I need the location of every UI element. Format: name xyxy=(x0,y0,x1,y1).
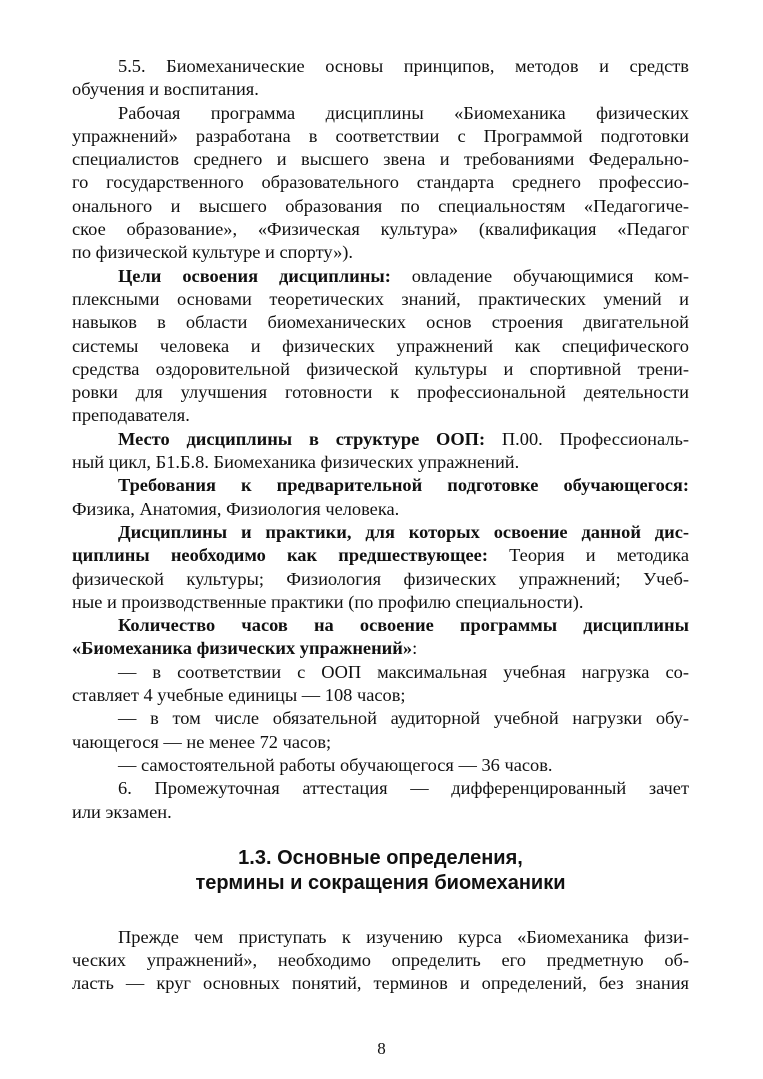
body-text-after-heading xyxy=(72,926,689,996)
text-line xyxy=(72,381,689,404)
text-segment: плексными основами теоретических знаний, практических умений и xyxy=(72,288,689,309)
text-segment: — самостоятельной работы обучающегося — 36 часов. xyxy=(118,754,553,775)
text-segment: ласть — круг основных понятий, терминов и определений, без знания xyxy=(72,973,689,994)
text-line xyxy=(72,218,689,241)
text-line xyxy=(72,78,689,101)
text-line xyxy=(72,451,689,474)
text-segment: чающегося — не менее 72 часов; xyxy=(72,731,332,752)
text-segment: овладение обучающимися ком- xyxy=(390,265,689,286)
text-line xyxy=(72,801,689,824)
text-line xyxy=(72,661,689,684)
text-segment: П.00. Профессиональ- xyxy=(485,428,689,449)
text-line xyxy=(72,707,689,730)
text-segment: ный цикл, Б1.Б.8. Биомеханика физических упражнений. xyxy=(72,452,520,473)
text-segment: специалистов среднего и высшего звена и требованиями Федерально- xyxy=(72,149,689,170)
text-segment: ные и производственные практики (по профилю специальности). xyxy=(72,591,584,612)
text-segment: го государственного образовательного стандарта среднего профессио- xyxy=(72,172,689,193)
text-segment: упражнений» разработана в соответствии с Программой подготовки xyxy=(72,125,689,146)
text-segment: — в соответствии с ООП максимальная учебная нагрузка со- xyxy=(118,661,689,682)
page-number: 8 xyxy=(377,1039,386,1058)
text-segment: преподавателя. xyxy=(72,405,190,426)
section-heading-line-2: термины и сокращения биомеханики xyxy=(195,871,566,894)
bold-text: циплины необходимо как предшествующее: xyxy=(72,545,488,566)
text-segment: Прежде чем приступать к изучению курса «Биомеханика физи- xyxy=(118,926,689,947)
text-line xyxy=(72,591,689,614)
text-segment: 6. Промежуточная аттестация — дифференцированный зачет xyxy=(118,778,689,799)
text-line xyxy=(72,731,689,754)
text-line xyxy=(72,195,689,218)
text-segment: системы человека и физических упражнений как специфического xyxy=(72,335,689,356)
text-line xyxy=(72,148,689,171)
text-segment: или экзамен. xyxy=(72,801,172,822)
text-line xyxy=(72,972,689,995)
text-line xyxy=(72,684,689,707)
text-line xyxy=(72,404,689,427)
bold-text: Требования к предварительной подготовке обучающегося: xyxy=(118,475,689,496)
text-line xyxy=(72,637,689,660)
text-segment: ческих упражнений», необходимо определить его предметную об- xyxy=(72,950,689,971)
text-line xyxy=(72,544,689,567)
text-line xyxy=(72,474,689,497)
text-line xyxy=(72,265,689,288)
text-segment: навыков в области биомеханических основ строения двигательной xyxy=(72,312,689,333)
bold-text: Дисциплины и практики, для которых освоение данной дис- xyxy=(118,521,689,542)
text-segment: обучения и воспитания. xyxy=(72,79,259,100)
text-line xyxy=(72,125,689,148)
text-line xyxy=(72,55,689,78)
section-heading-line-1: 1.3. Основные определения, xyxy=(238,846,523,869)
bold-text: Количество часов на освоение программы дисциплины xyxy=(118,615,689,636)
text-line xyxy=(72,521,689,544)
text-segment: 5.5. Биомеханические основы принципов, методов и средств xyxy=(118,56,689,76)
text-line xyxy=(72,754,689,777)
text-segment: онального и высшего образования по специальностям «Педагогиче- xyxy=(72,195,689,216)
text-segment: : xyxy=(412,638,418,659)
text-segment: Теория и методика xyxy=(487,545,689,566)
text-segment: ставляет 4 учебные единицы — 108 часов; xyxy=(72,685,406,706)
text-line xyxy=(72,949,689,972)
body-text xyxy=(72,55,689,824)
text-segment: ровки для улучшения готовности к профессиональной деятельности xyxy=(72,382,689,403)
text-segment: средства оздоровительной физической культуры и спортивной трени- xyxy=(72,358,689,379)
text-line xyxy=(72,614,689,637)
text-segment: Рабочая программа дисциплины «Биомеханика физических xyxy=(118,102,689,123)
text-line xyxy=(72,311,689,334)
text-segment: ское образование», «Физическая культура» (квалификация «Педагог xyxy=(72,219,689,240)
bold-text: Цели освоения дисциплины: xyxy=(118,265,391,286)
text-line xyxy=(72,102,689,125)
text-segment: Физика, Анатомия, Физиология человека. xyxy=(72,498,400,519)
text-line xyxy=(72,568,689,591)
page-content xyxy=(72,55,689,996)
text-segment: физической культуры; Физиология физических упражнений; Учеб- xyxy=(72,568,689,589)
text-line xyxy=(72,926,689,949)
text-line xyxy=(72,171,689,194)
text-segment: — в том числе обязательной аудиторной учебной нагрузки обу- xyxy=(118,708,689,729)
text-line xyxy=(72,498,689,521)
text-line xyxy=(72,335,689,358)
text-line xyxy=(72,777,689,800)
text-line xyxy=(72,288,689,311)
text-segment: по физической культуре и спорту»). xyxy=(72,242,353,263)
bold-text: Место дисциплины в структуре ООП: xyxy=(118,428,486,449)
text-line xyxy=(72,241,689,264)
text-line xyxy=(72,358,689,381)
bold-text: «Биомеханика физических упражнений» xyxy=(72,638,413,659)
text-line xyxy=(72,428,689,451)
